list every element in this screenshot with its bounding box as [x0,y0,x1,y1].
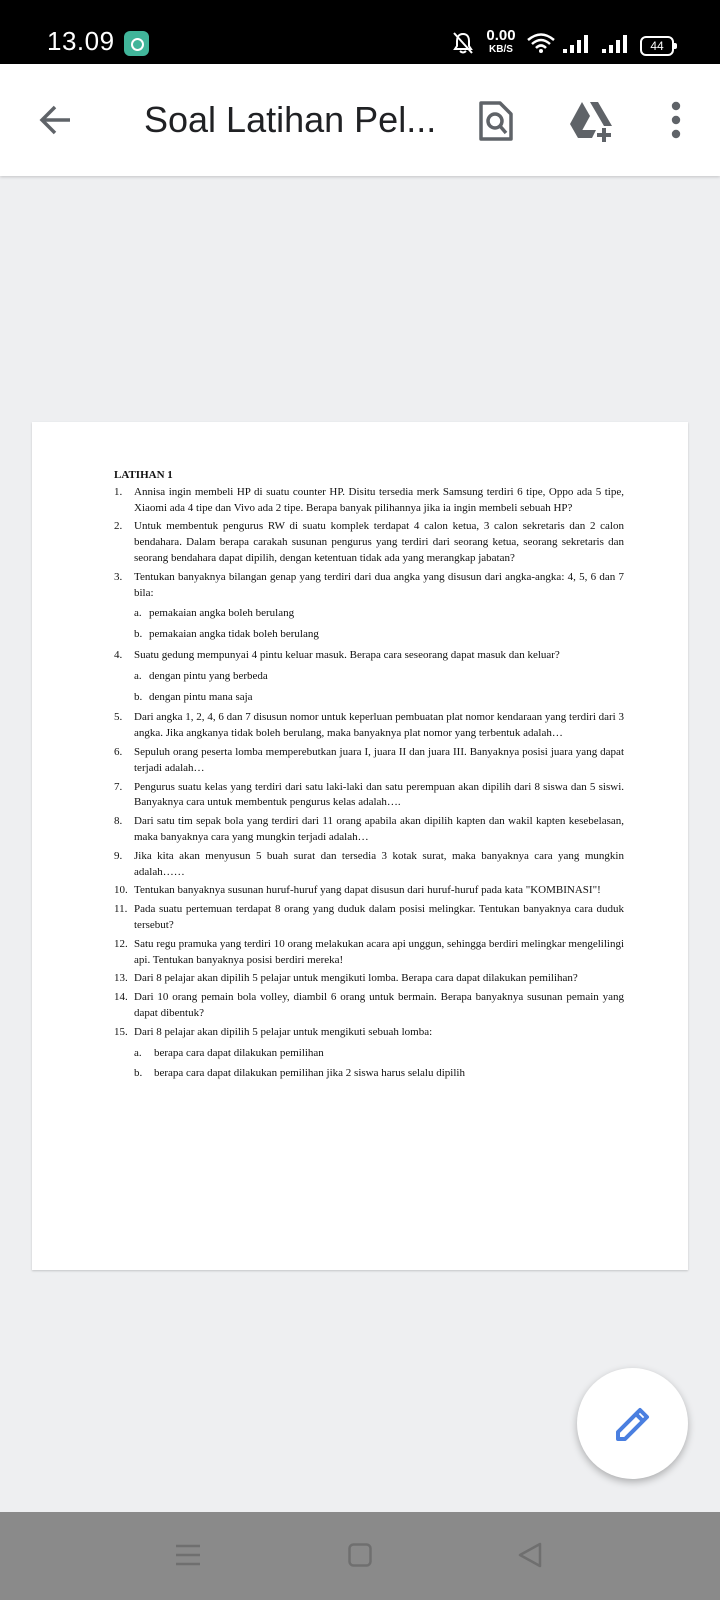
question-text: Jika kita akan menyusun 5 buah surat dan tersedia 3 kotak surat, maka banyaknya cara yang mungkin adalah…… [134,849,624,878]
question-number: 9. [114,849,123,862]
question-text: Satu regu pramuka yang terdiri 10 orang melakukan acara api unggun, sehingga berdiri melingkar mengelilingi api. Tentukan banyaknya posisi berdiri mereka! [134,937,624,966]
question-text: Tentukan banyaknya bilangan genap yang terdiri dari dua angka yang disusun dari angka-angka: 4, 5, 6 dan 7 bila: [134,570,624,599]
question-number: 5. [114,711,123,724]
signal-icon [562,34,590,54]
question-text: Tentukan banyaknya susunan huruf-huruf yang dapat disusun dari huruf-huruf pada kata "KOMBINASI"! [134,884,601,897]
question-number: 1. [114,485,123,498]
question-text: Dari 8 pelajar akan dipilih 5 pelajar untuk mengikuti lomba. Berapa cara dapat dilakukan pemilihan? [134,972,578,985]
question-number: 7. [114,780,123,793]
question-text: Dari satu tim sepak bola yang terdiri dari 11 orang apabila akan dipilih kapten dan wakil kapten kesebelasan, maka banyaknya cara yang mungkin terjadi adalah… [134,815,624,843]
question-number: 4. [114,648,123,661]
sub-question-text: dengan pintu yang berbeda [149,669,268,682]
question-number: 8. [114,815,123,828]
question-text: Sepuluh orang peserta lomba memperebutkan juara I, juara II dan juara III. Banyaknya posisi juara yang dapat terjadi adalah… [134,745,624,774]
network-speed-unit: KB/S [489,44,513,55]
question-item [114,990,624,1022]
sub-question-item [134,669,624,685]
question-text: Pada suatu pertemuan terdapat 8 orang yang duduk dalam posisi melingkar. Tentukan banyaknya cara duduk tersebut? [134,903,624,931]
question-number: 2. [114,520,123,533]
app-notification-icon [124,31,149,56]
sub-question-item [134,1046,624,1062]
sub-question-label: a. [134,607,142,620]
sub-question-label: b. [134,1067,143,1080]
question-number: 12. [114,937,128,950]
question-text: Pengurus suatu kelas yang terdiri dari satu laki-laki dan satu perempuan akan dipilih dari 8 siswa dan 5 siswi. Banyaknya cara untuk membentuk pengurus kelas adalah…. [134,780,624,809]
network-speed-value: 0.00 [486,27,516,44]
question-item [114,745,624,777]
sub-question-text: pemakaian angka boleh berulang [149,607,295,620]
question-item [114,1025,624,1041]
sub-question-item [134,690,624,706]
question-item [114,570,624,602]
question-text: Annisa ingin membeli HP di suatu counter HP. Disitu tersedia merk Samsung terdiri 6 tipe, Oppo ada 5 tipe, Xiaomi ada 4 tipe dan Vivo ada 2 tipe. Berapa banyak pilihannya jika ia ingin membeli sebuah HP? [134,485,624,514]
wifi-icon [526,32,556,54]
status-time: 13.09 [47,26,115,56]
question-item [114,849,624,881]
question-text: Untuk membentuk pengurus RW di suatu komplek terdapat 4 calon ketua, 3 calon sekretaris dan 2 calon bendahara. Dalam berapa carakah susunan pengurus yang terdiri dari seorang ketua, seorang sekretaris dan seorang bendahara dapat dipilih, dengan ketentuan tidak ada yang merangkap jabatan? [134,520,624,564]
question-list [114,485,624,1082]
mute-bell-icon [452,31,474,55]
question-number: 14. [114,991,128,1004]
battery-indicator: 44 [640,36,674,56]
menu-icon[interactable] [176,1544,200,1566]
more-vert-icon[interactable] [668,101,684,139]
sub-question-item [134,606,624,622]
document-title: Soal Latihan Pel... [144,99,437,140]
network-speed [483,27,519,56]
document-content [114,468,624,1087]
question-item [114,710,624,742]
drive-add-icon[interactable] [568,100,616,142]
sub-question-text: dengan pintu mana saja [149,690,253,703]
back-arrow-icon[interactable] [36,100,76,140]
document-search-icon[interactable] [478,100,514,142]
question-text: Suatu gedung mempunyai 4 pintu keluar masuk. Berapa cara seseorang dapat masuk dan keluar? [134,648,560,661]
sub-question-text: pemakaian angka tidak boleh berulang [149,628,319,641]
home-square-icon[interactable] [348,1543,372,1567]
document-page[interactable] [32,422,688,1270]
question-item [114,902,624,934]
sub-question-label: a. [134,669,142,682]
sub-question-label: b. [134,690,143,703]
question-item [114,780,624,812]
question-text: Dari angka 1, 2, 4, 6 dan 7 disusun nomor untuk keperluan pembuatan plat nomor kendaraan yang terdiri dari 3 angka. Jika angkanya tidak boleh berulang, maka banyaknya plat nomor yang terbentuk adalah… [134,711,624,740]
signal-icon-2 [601,34,629,54]
back-triangle-icon[interactable] [518,1542,542,1568]
question-number: 3. [114,570,123,583]
question-item [114,519,624,566]
edit-pencil-icon [612,1403,654,1445]
sub-question-item [134,1066,624,1082]
question-number: 11. [114,903,128,916]
question-item [114,937,624,969]
system-nav-bar [0,1512,720,1600]
sub-question-label: b. [134,628,143,641]
question-number: 6. [114,745,123,758]
sub-question-label: a. [134,1046,142,1059]
sub-question-text: berapa cara dapat dilakukan pemilihan jika 2 siswa harus selalu dipilih [154,1067,465,1080]
question-item [114,971,624,987]
document-heading: LATIHAN 1 [114,469,173,481]
status-bar [0,0,720,64]
question-text: Dari 10 orang pemain bola volley, diambil 6 orang untuk bermain. Berapa banyaknya susunan pemain yang dapat dibentuk? [134,991,624,1019]
question-text: Dari 8 pelajar akan dipilih 5 pelajar untuk mengikuti sebuah lomba: [134,1025,433,1038]
question-item [114,485,624,517]
question-number: 10. [114,884,128,897]
question-number: 13. [114,972,128,985]
question-number: 15. [114,1025,128,1038]
sub-question-text: berapa cara dapat dilakukan pemilihan [154,1046,324,1059]
question-item [114,648,624,664]
question-item [114,883,624,899]
edit-fab-button[interactable] [577,1368,688,1479]
sub-question-item [134,627,624,643]
question-item [114,814,624,846]
